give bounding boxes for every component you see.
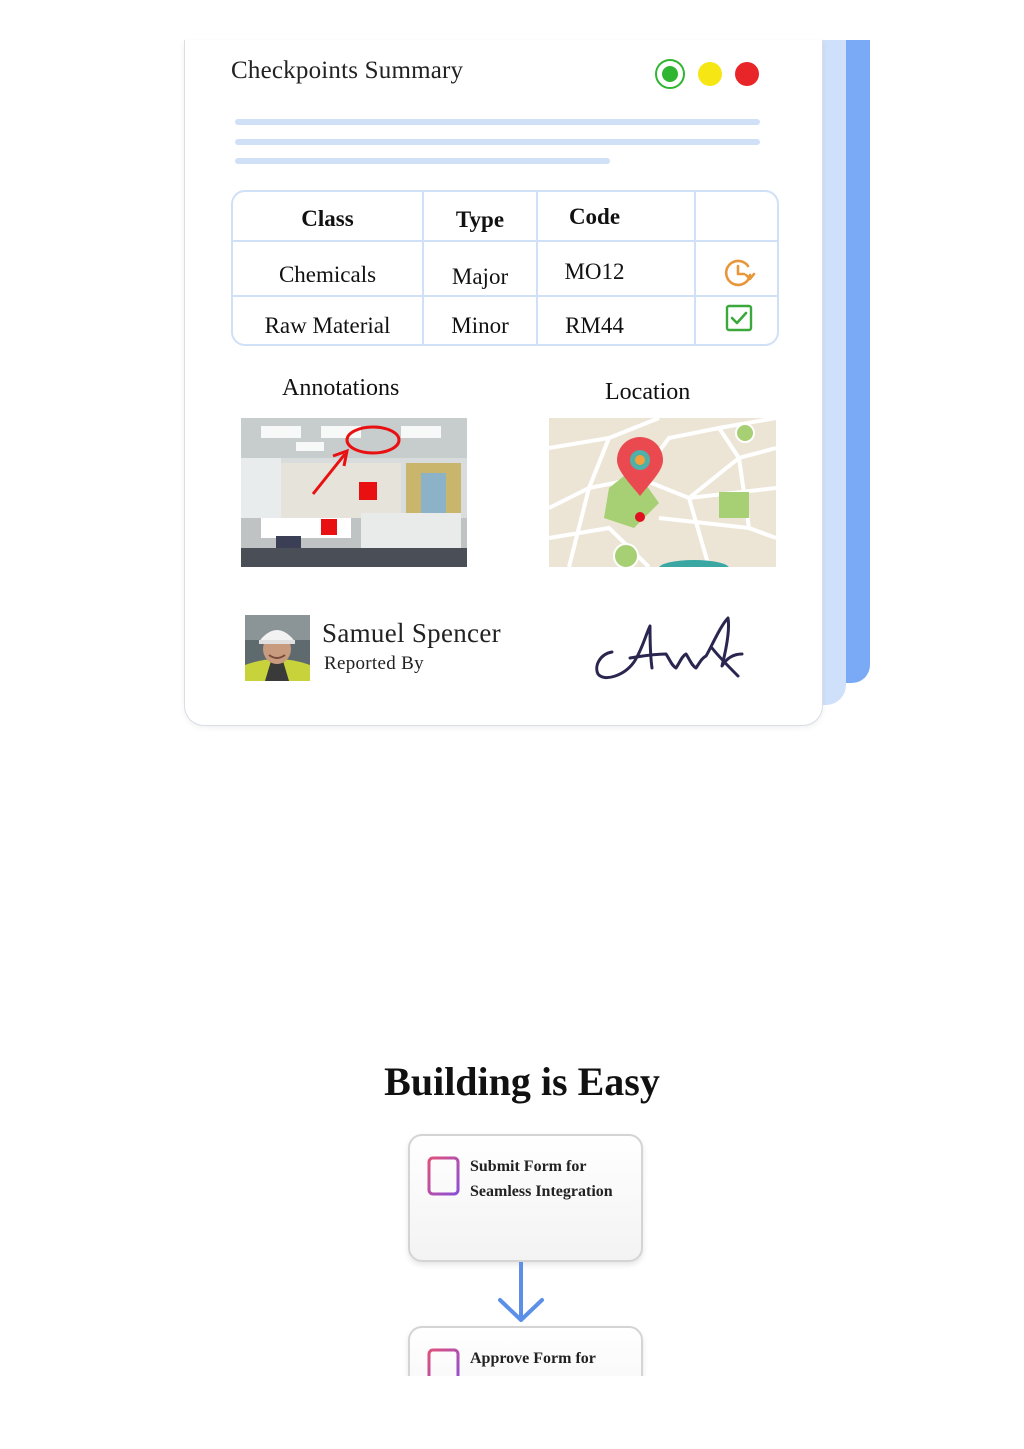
- status-dots: [655, 59, 759, 89]
- arrow-down-icon: [496, 1262, 546, 1326]
- checkpoints-summary-card: [184, 40, 823, 726]
- step-card-submit[interactable]: [408, 1134, 643, 1262]
- row2-type: Minor: [451, 313, 509, 338]
- signature-image: [590, 610, 750, 690]
- status-dot-green[interactable]: [655, 59, 685, 89]
- header-code: Code: [568, 204, 621, 229]
- step-label: Submit Form for Seamless Integration: [470, 1158, 613, 1200]
- row1-class: Chemicals: [278, 262, 377, 287]
- checkbox-checked-icon[interactable]: [725, 304, 753, 332]
- row2-class: Raw Material: [264, 313, 391, 338]
- status-dot-red[interactable]: [735, 62, 759, 86]
- location-map[interactable]: [549, 418, 776, 567]
- row1-type: Major: [451, 264, 509, 289]
- header-class: Class: [301, 206, 354, 231]
- form-document-icon: [427, 1156, 460, 1196]
- reporter-name: Samuel Spencer: [322, 618, 501, 648]
- placeholder-line: [235, 139, 760, 145]
- page-bottom-clip: [0, 1376, 1024, 1449]
- row2-code: RM44: [565, 313, 624, 338]
- status-dot-yellow[interactable]: [698, 62, 722, 86]
- card-title: Checkpoints Summary: [231, 57, 464, 84]
- checkpoints-table: [231, 190, 779, 346]
- step-label: Approve Form for: [470, 1350, 596, 1367]
- row1-code: MO12: [564, 259, 625, 284]
- placeholder-line: [235, 158, 610, 164]
- reporter-role: Reported By: [324, 653, 424, 674]
- header-type: Type: [455, 207, 505, 232]
- annotations-label: Annotations: [282, 375, 400, 401]
- avatar[interactable]: [245, 615, 310, 681]
- placeholder-line: [235, 119, 760, 125]
- clock-refresh-icon[interactable]: [721, 255, 757, 291]
- annotated-office-photo[interactable]: [241, 418, 467, 567]
- location-label: Location: [605, 379, 691, 405]
- section-title: Building is Easy: [384, 1059, 660, 1104]
